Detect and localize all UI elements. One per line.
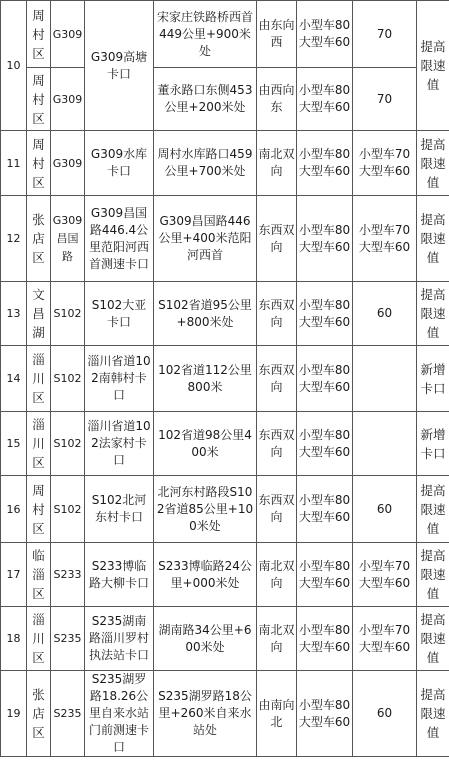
- location-cell: 董永路口东侧453公里+200米处: [154, 68, 257, 131]
- direction-cell: 由东向西: [257, 1, 297, 68]
- location-cell: 102省道98公里400米: [154, 412, 257, 476]
- note-cell: 新增卡口: [417, 412, 449, 476]
- table-row: [1, 607, 449, 671]
- note-cell: 提高限速值: [417, 476, 449, 543]
- new-limit-cell: 70: [353, 1, 417, 68]
- current-limit-cell: 小型车80大型车60: [297, 412, 353, 476]
- note-cell: 提高限速值: [417, 196, 449, 282]
- current-limit-cell: 小型车80大型车60: [297, 671, 353, 757]
- district-cell: 文昌湖: [27, 282, 51, 346]
- location-cell: 周村水库路口459公里+700米处: [154, 131, 257, 196]
- location-cell: G309昌国路446公里+400米范阳河西首: [154, 196, 257, 282]
- new-limit-cell: [353, 412, 417, 476]
- direction-cell: 东西双向: [257, 476, 297, 543]
- district-cell: 淄川区: [27, 346, 51, 412]
- checkpoint-name-cell: S235湖南路淄川罗村执法站卡口: [85, 607, 154, 671]
- table-row: [1, 68, 449, 131]
- road-cell: G309昌国路: [51, 196, 85, 282]
- table-row: [1, 543, 449, 607]
- table-row: [1, 671, 449, 757]
- direction-cell: 由西向东: [257, 68, 297, 131]
- note-cell: 提高限速值: [417, 282, 449, 346]
- road-cell: G309: [51, 68, 85, 131]
- row-number: 14: [1, 346, 27, 412]
- checkpoint-name-cell: S102北河东村卡口: [85, 476, 154, 543]
- row-number: 12: [1, 196, 27, 282]
- table-row: [1, 131, 449, 196]
- note-cell: 新增卡口: [417, 346, 449, 412]
- new-limit-cell: 60: [353, 671, 417, 757]
- location-cell: S233博临路24公里+000米处: [154, 543, 257, 607]
- district-cell: 淄川区: [27, 607, 51, 671]
- checkpoint-name-cell: 淄川省道102南韩村卡口: [85, 346, 154, 412]
- note-cell: 提高限速值: [417, 131, 449, 196]
- district-cell: 周村区: [27, 1, 51, 68]
- table-row: [1, 1, 449, 68]
- new-limit-cell: 小型车70大型车60: [353, 196, 417, 282]
- new-limit-cell: 70: [353, 68, 417, 131]
- new-limit-cell: 小型车70大型车60: [353, 131, 417, 196]
- checkpoint-name-cell: G309水库卡口: [85, 131, 154, 196]
- location-cell: 湖南路34公里+600米处: [154, 607, 257, 671]
- row-number: 17: [1, 543, 27, 607]
- location-cell: 北河东村路段S102省道85公里+100米处: [154, 476, 257, 543]
- new-limit-cell: 小型车70大型车60: [353, 543, 417, 607]
- checkpoint-name-cell: 淄川省道102法家村卡口: [85, 412, 154, 476]
- current-limit-cell: 小型车80大型车60: [297, 196, 353, 282]
- current-limit-cell: 小型车80大型车60: [297, 607, 353, 671]
- row-number: 15: [1, 412, 27, 476]
- current-limit-cell: 小型车80大型车60: [297, 1, 353, 68]
- new-limit-cell: 小型车70大型车60: [353, 607, 417, 671]
- direction-cell: 南北双向: [257, 607, 297, 671]
- note-cell: 提高限速值: [417, 1, 449, 131]
- road-cell: S233: [51, 543, 85, 607]
- row-number: 16: [1, 476, 27, 543]
- district-cell: 临淄区: [27, 543, 51, 607]
- table-row: [1, 346, 449, 412]
- row-number: 18: [1, 607, 27, 671]
- new-limit-cell: [353, 346, 417, 412]
- road-cell: S235: [51, 671, 85, 757]
- location-cell: S102省道95公里+800米处: [154, 282, 257, 346]
- road-cell: G309: [51, 131, 85, 196]
- location-cell: S235湖罗路18公里+260米自来水站处: [154, 671, 257, 757]
- table-row: [1, 282, 449, 346]
- district-cell: 张店区: [27, 671, 51, 757]
- new-limit-cell: 60: [353, 282, 417, 346]
- road-cell: S102: [51, 412, 85, 476]
- direction-cell: 东西双向: [257, 346, 297, 412]
- district-cell: 周村区: [27, 68, 51, 131]
- note-cell: 提高限速值: [417, 671, 449, 757]
- current-limit-cell: 小型车80大型车60: [297, 543, 353, 607]
- road-cell: S102: [51, 282, 85, 346]
- note-cell: 提高限速值: [417, 543, 449, 607]
- checkpoint-name-cell: S102大亚卡口: [85, 282, 154, 346]
- current-limit-cell: 小型车80大型车60: [297, 68, 353, 131]
- new-limit-cell: 60: [353, 476, 417, 543]
- current-limit-cell: 小型车80大型车60: [297, 476, 353, 543]
- location-cell: 宋家庄铁路桥西首449公里+900米处: [154, 1, 257, 68]
- road-cell: G309: [51, 1, 85, 68]
- road-cell: S102: [51, 346, 85, 412]
- direction-cell: 东西双向: [257, 412, 297, 476]
- district-cell: 淄川区: [27, 412, 51, 476]
- current-limit-cell: 小型车80大型车60: [297, 346, 353, 412]
- direction-cell: 南北双向: [257, 543, 297, 607]
- table-row: [1, 412, 449, 476]
- table-row: [1, 196, 449, 282]
- direction-cell: 南北双向: [257, 131, 297, 196]
- district-cell: 周村区: [27, 131, 51, 196]
- road-cell: S102: [51, 476, 85, 543]
- district-cell: 张店区: [27, 196, 51, 282]
- checkpoint-name-cell: G309昌国路446.4公里范阳河西首测速卡口: [85, 196, 154, 282]
- note-cell: 提高限速值: [417, 607, 449, 671]
- direction-cell: 东西双向: [257, 196, 297, 282]
- current-limit-cell: 小型车80大型车60: [297, 282, 353, 346]
- row-number: 10: [1, 1, 27, 131]
- row-number: 19: [1, 671, 27, 757]
- table-row: [1, 476, 449, 543]
- district-cell: 周村区: [27, 476, 51, 543]
- row-number: 13: [1, 282, 27, 346]
- current-limit-cell: 小型车80大型车60: [297, 131, 353, 196]
- checkpoint-name-cell: S235湖罗路18.26公里自来水站门前测速卡口: [85, 671, 154, 757]
- checkpoint-name-cell: G309高塘卡口: [85, 1, 154, 131]
- checkpoint-name-cell: S233博临路大柳卡口: [85, 543, 154, 607]
- direction-cell: 由南向北: [257, 671, 297, 757]
- road-cell: S235: [51, 607, 85, 671]
- direction-cell: 东西双向: [257, 282, 297, 346]
- location-cell: 102省道112公里800米: [154, 346, 257, 412]
- row-number: 11: [1, 131, 27, 196]
